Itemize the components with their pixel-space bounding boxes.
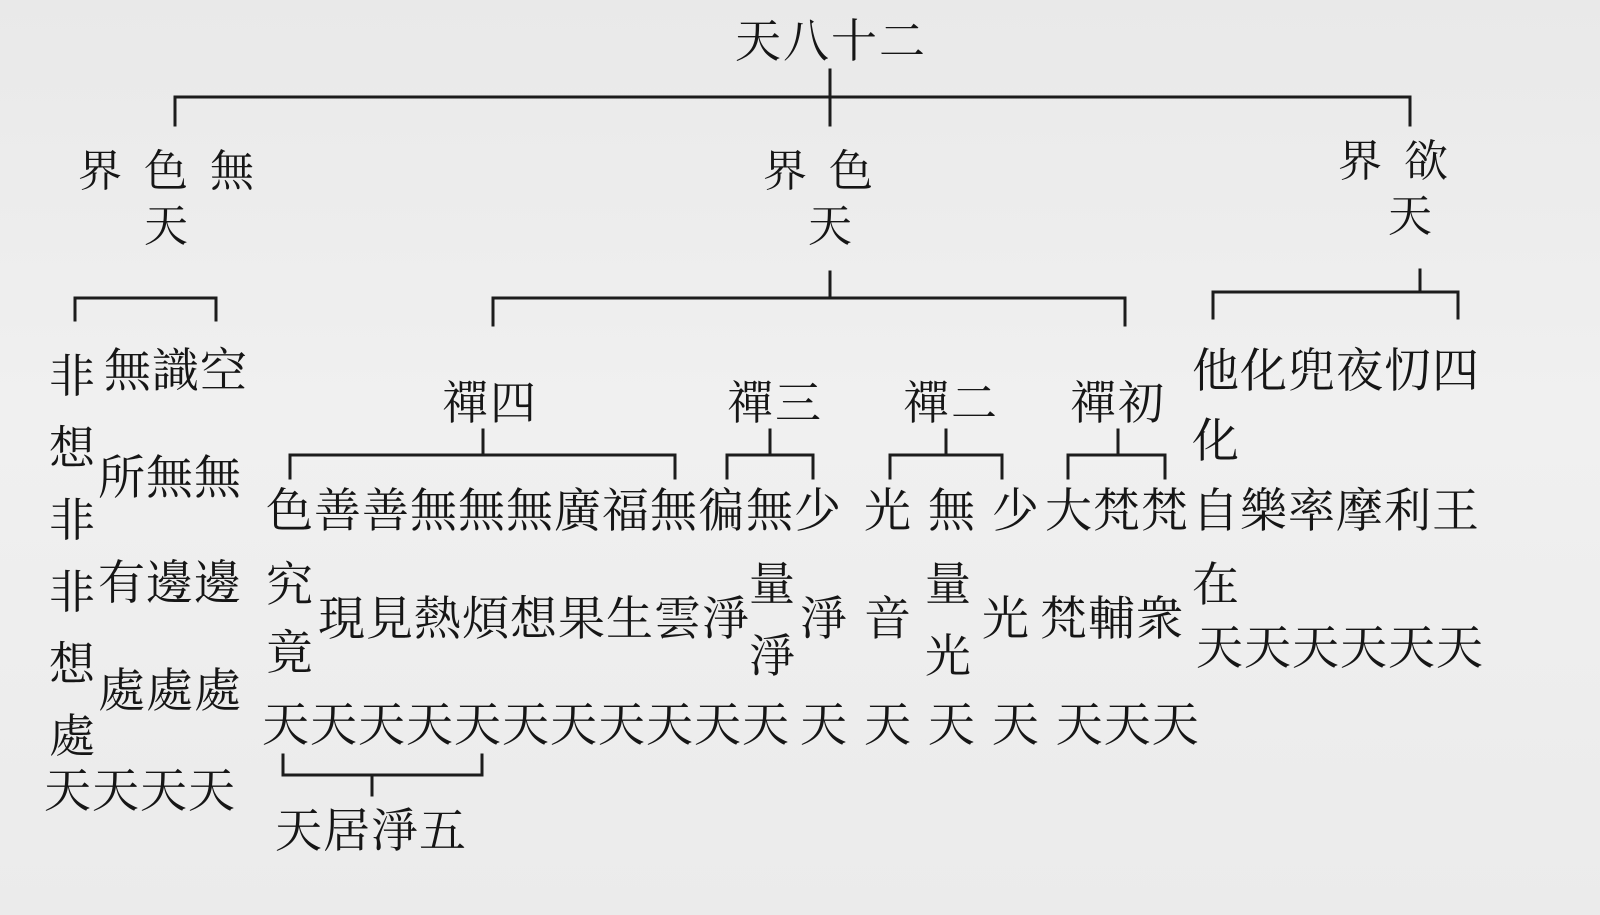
first-dhyana-label: 禪初 (1070, 376, 1166, 430)
first-dhyana-row-2: 梵輔衆 (1040, 592, 1184, 647)
first-dhyana-row-1: 大梵梵 (1045, 484, 1189, 539)
desire-realm-label-heaven: 天 (1388, 191, 1436, 242)
third-dhyana-label: 禪三 (727, 376, 823, 430)
form-heavens-tian-row: 天天天天天天天天天天天 (262, 698, 790, 753)
formless-column-neither (46, 340, 98, 772)
desire-realm-label: 界 欲 (1338, 136, 1452, 187)
fourth-dhyana-label: 禪四 (442, 376, 538, 430)
root-label: 天八十二 (735, 14, 927, 68)
desire-heavens-top: 他化兜夜忉四 (1192, 344, 1480, 399)
formless-realm-label-heaven: 天 (144, 201, 192, 252)
col-char: 想 (49, 637, 95, 691)
guang-yin-char: 音 (864, 592, 912, 647)
form-heavens-jing: 竟 (266, 626, 314, 681)
col-char: 非 (49, 493, 95, 547)
formless-row-2: 所無無 (98, 451, 242, 506)
form-realm-label: 界 色 (763, 146, 877, 197)
column-wuliang-guang (922, 548, 974, 692)
column-wuliang-jing (746, 548, 798, 692)
formless-realm-label: 界 色 無 (78, 146, 258, 197)
formless-row-3: 有邊邊 (98, 556, 242, 611)
five-pure-abodes-label: 天居淨五 (275, 804, 467, 859)
desire-heavens-row-2: 在 (1192, 558, 1240, 613)
desire-heavens-tian-row: 天天天天天天 (1196, 621, 1484, 676)
col-char: 量 (925, 557, 971, 611)
shao-jing-char: 淨 (800, 592, 848, 647)
col-char: 量 (749, 557, 795, 611)
desire-heavens-row-1: 自樂率摩利王 (1192, 484, 1480, 539)
shao-guang-char: 光 (982, 592, 1030, 647)
second-dhyana-row-1: 光 無 少 (864, 484, 1040, 539)
col-char: 淨 (749, 629, 795, 683)
col-char: 處 (49, 709, 95, 763)
form-heavens-tian-tail: 天 天 天 天 天天天 (800, 698, 1200, 753)
desire-heavens-top-2: 化 (1192, 414, 1240, 469)
col-char: 非 (49, 565, 95, 619)
col-char: 光 (925, 629, 971, 683)
form-realm-label-heaven: 天 (808, 201, 856, 252)
second-dhyana-label: 禪二 (903, 376, 999, 430)
formless-top-row: 無識空 (104, 344, 248, 399)
form-heavens-row-2: 現見熱煩想果生雲淨 (318, 592, 750, 647)
formless-row-4: 處處處 (98, 664, 242, 719)
form-heavens-jiu: 究 (266, 558, 314, 613)
formless-heaven-row: 天天天天 (44, 764, 236, 819)
col-char: 非 (49, 349, 95, 403)
col-char: 想 (49, 421, 95, 475)
form-heavens-row-1: 色善善無無無廣福無徧無少 (266, 484, 842, 539)
